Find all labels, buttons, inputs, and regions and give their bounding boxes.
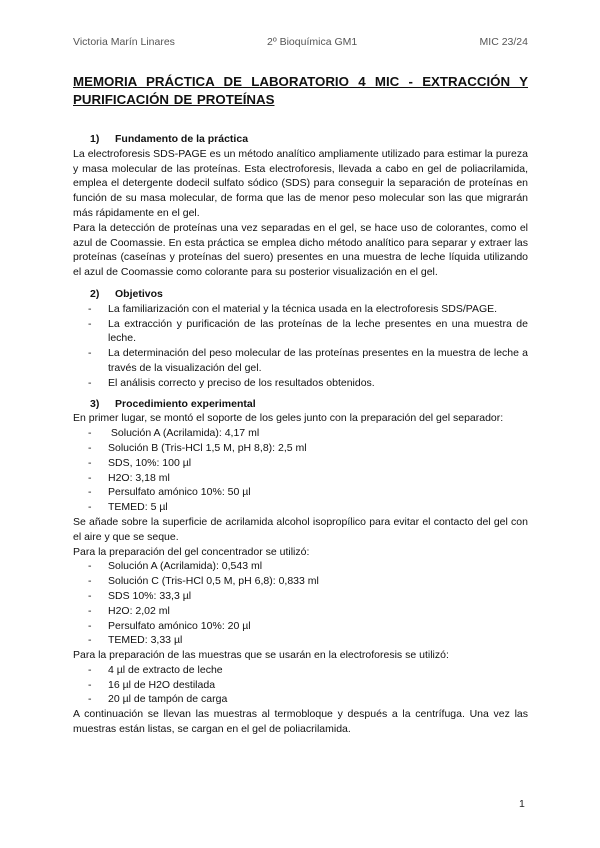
paragraph: A continuación se llevan las muestras al termobloque y después a la centrífuga. Una vez las muestras están listas, se cargan en el gel de poliacrilamida. (73, 708, 528, 736)
list-item: - SDS 10%: 33,3 µl (108, 589, 528, 604)
list-item: - Solución A (Acrilamida): 4,17 ml (108, 426, 528, 441)
header-course-code: MIC 23/24 (479, 36, 528, 48)
concentrator-gel-list (73, 559, 528, 648)
section-number: 1) (90, 133, 100, 145)
paragraph: Para la detección de proteínas una vez separadas en el gel, se hace uso de colorantes, como el azul de Coomassie. En esta práctica se emplea dicho método analítico para separar y extraer las proteínas (caseínas y proteínas del suero) presentes en una muestra de leche líquida utilizando el azul de Coomassie como colorante para su posterior visualización en el gel. (73, 221, 528, 279)
list-item: - Solución A (Acrilamida): 0,543 ml (108, 559, 528, 574)
list-item: - La extracción y purificación de las proteínas de la leche presentes en una muestra de leche. (108, 317, 528, 347)
section-heading (73, 287, 528, 302)
section-heading-text: Objetivos (115, 287, 163, 300)
section-number: 2) (90, 287, 100, 300)
list-item: - TEMED: 3,33 µl (108, 633, 528, 648)
page-header (73, 36, 528, 50)
list-item: - H2O: 2,02 ml (108, 604, 528, 619)
list-item: - TEMED: 5 µl (108, 500, 528, 515)
section-heading (73, 132, 528, 147)
section-heading-text: Fundamento de la práctica (115, 133, 249, 145)
document-body (73, 73, 528, 737)
header-course: 2º Bioquímica GM1 (267, 36, 358, 48)
list-item: - 16 µl de H2O destilada (108, 678, 528, 693)
section-objetivos (73, 287, 528, 391)
list-item: - La determinación del peso molecular de las proteínas presentes en la muestra de leche a través de la visualización del gel. (108, 346, 528, 376)
document-title: MEMORIA PRÁCTICA DE LABORATORIO 4 MIC - EXTRACCIÓN Y PURIFICACIÓN DE PROTEÍNAS (73, 74, 528, 107)
paragraph: En primer lugar, se montó el soporte de los geles junto con la preparación del gel separador: (73, 412, 504, 425)
list-item: - 20 µl de tampón de carga (108, 692, 528, 707)
objectives-list (73, 302, 528, 391)
list-item: - El análisis correcto y preciso de los resultados obtenidos. (108, 376, 528, 391)
section-procedimiento (73, 397, 528, 737)
list-item: - 4 µl de extracto de leche (108, 663, 528, 678)
section-number: 3) (90, 397, 100, 410)
list-item: - Solución C (Tris-HCl 0,5 M, pH 6,8): 0,833 ml (108, 574, 528, 589)
section-heading-text: Procedimiento experimental (115, 397, 256, 410)
list-item: - H2O: 3,18 ml (108, 471, 528, 486)
list-item: - Persulfato amónico 10%: 20 µl (108, 619, 528, 634)
list-item: - SDS, 10%: 100 µl (108, 456, 528, 471)
paragraph: Para la preparación de las muestras que se usarán en la electroforesis se utilizó: (73, 649, 449, 662)
separator-gel-list (73, 426, 528, 515)
paragraph: La electroforesis SDS-PAGE es un método analítico ampliamente utilizado para estimar la pureza y masa molecular de las proteínas. Esta electroforesis, llevada a cabo en gel de poliacrilamida, emplea el detergente dodecil sulfato sódico (SDS) para conseguir la separación de proteínas en función de su masa molecular, de forma que las de menor peso molecular son las que migrarán más rápidamente en el gel. (73, 147, 528, 219)
page-number: 1 (519, 798, 525, 810)
section-fundamento (73, 132, 528, 280)
list-item: - Solución B (Tris-HCl 1,5 M, pH 8,8): 2,5 ml (108, 441, 528, 456)
list-item: - La familiarización con el material y la técnica usada en la electroforesis SDS/PAGE. (108, 302, 528, 317)
samples-list (73, 663, 528, 707)
list-item: - Persulfato amónico 10%: 50 µl (108, 485, 528, 500)
paragraph: Se añade sobre la superficie de acrilamida alcohol isopropílico para evitar el contacto del gel con el aire y que se seque. (73, 515, 528, 543)
section-heading (73, 397, 528, 412)
header-author: Victoria Marín Linares (73, 36, 175, 48)
paragraph: Para la preparación del gel concentrador se utilizó: (73, 545, 310, 558)
